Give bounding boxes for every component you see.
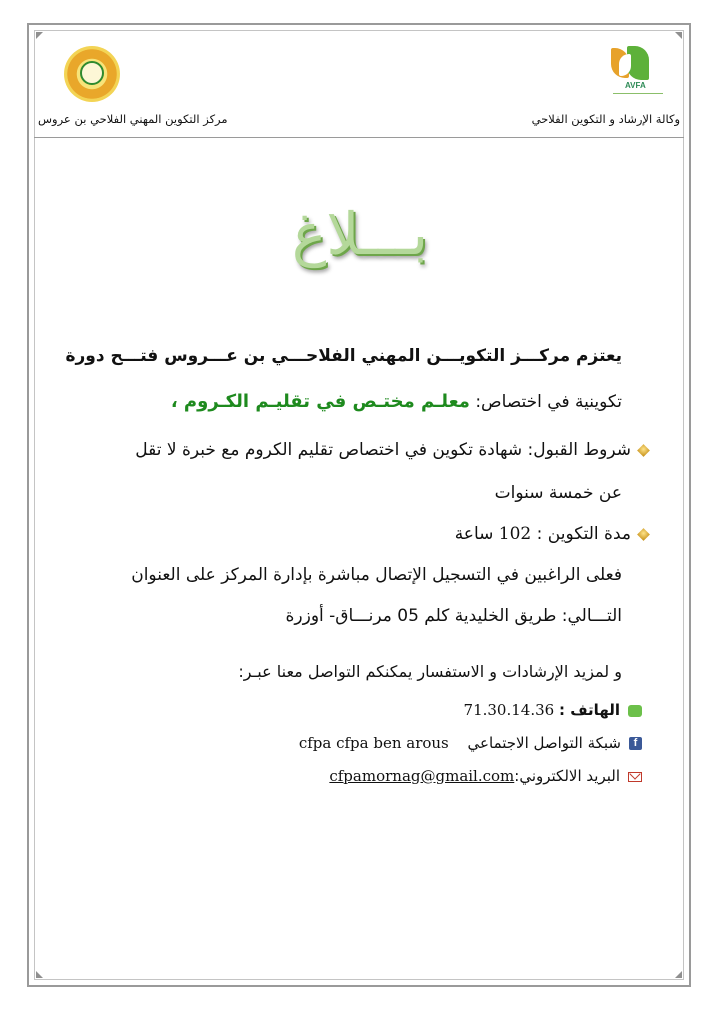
register-line-2: التـــالي: طريق الخليدية كلم 05 مرنـــاق- أوزرة xyxy=(285,606,622,626)
mail-icon xyxy=(628,772,642,782)
avfa-logo-text: AVFA xyxy=(625,81,646,90)
register-line-1: فعلى الراغبين في التسجيل الإتصال مباشرة بإدارة المركز على العنوان xyxy=(131,565,622,585)
email-link[interactable]: cfpamornag@gmail.com xyxy=(329,767,515,785)
header-left-org: مركز التكوين المهني الفلاحي بن عروس xyxy=(38,112,228,126)
diamond-bullet-icon xyxy=(637,528,650,541)
body-line-1: يعتزم مركـــز التكويـــن المهني الفلاحـــي بن عـــروس فتـــح دورة xyxy=(65,346,622,366)
social-label: شبكة التواصل الاجتماعي xyxy=(467,734,621,752)
conditions-line-1 xyxy=(135,440,648,460)
phone-value: 71.30.14.36 xyxy=(463,701,555,719)
social-value[interactable]: cfpa cfpa ben arous xyxy=(298,734,449,752)
phone-icon xyxy=(628,705,642,717)
conditions-line-2: عن خمسة سنوات xyxy=(494,483,622,503)
facebook-icon: f xyxy=(629,737,642,750)
contact-phone xyxy=(464,701,642,719)
specialty-prefix: تكوينية في اختصاص: xyxy=(475,392,622,412)
conditions-text: شروط القبول: شهادة تكوين في اختصاص تقليم الكروم مع خبرة لا تقل xyxy=(135,440,631,460)
avfa-logo xyxy=(607,44,663,106)
header-divider xyxy=(34,137,684,138)
corner-ornament-top-right xyxy=(675,32,682,39)
diamond-bullet-icon xyxy=(637,444,650,457)
page-border-inner xyxy=(34,30,684,980)
email-label: البريد الالكتروني: xyxy=(514,767,620,785)
contact-social xyxy=(299,734,642,752)
corner-ornament-bottom-left xyxy=(36,971,43,978)
duration-unit: ساعة xyxy=(454,524,494,544)
contact-email xyxy=(329,767,642,785)
cfpa-seal-logo xyxy=(64,46,120,102)
phone-label: الهاتف : xyxy=(558,701,620,719)
duration-value: 102 xyxy=(498,524,532,544)
more-info-line: و لمزيد الإرشادات و الاستفسار يمكنكم التواصل معنا عبـر: xyxy=(238,662,622,681)
specialty-highlight: معلـم مختـص في تقليـم الكـروم ، xyxy=(170,391,470,412)
corner-ornament-bottom-right xyxy=(675,971,682,978)
corner-ornament-top-left xyxy=(36,32,43,39)
duration-line xyxy=(455,524,648,544)
announcement-title: بـــلاغ xyxy=(291,200,429,268)
header-right-org: وكالة الإرشاد و التكوين الفلاحي xyxy=(531,112,680,126)
duration-label: مدة التكوين : xyxy=(536,524,631,544)
body-line-2 xyxy=(171,391,622,412)
